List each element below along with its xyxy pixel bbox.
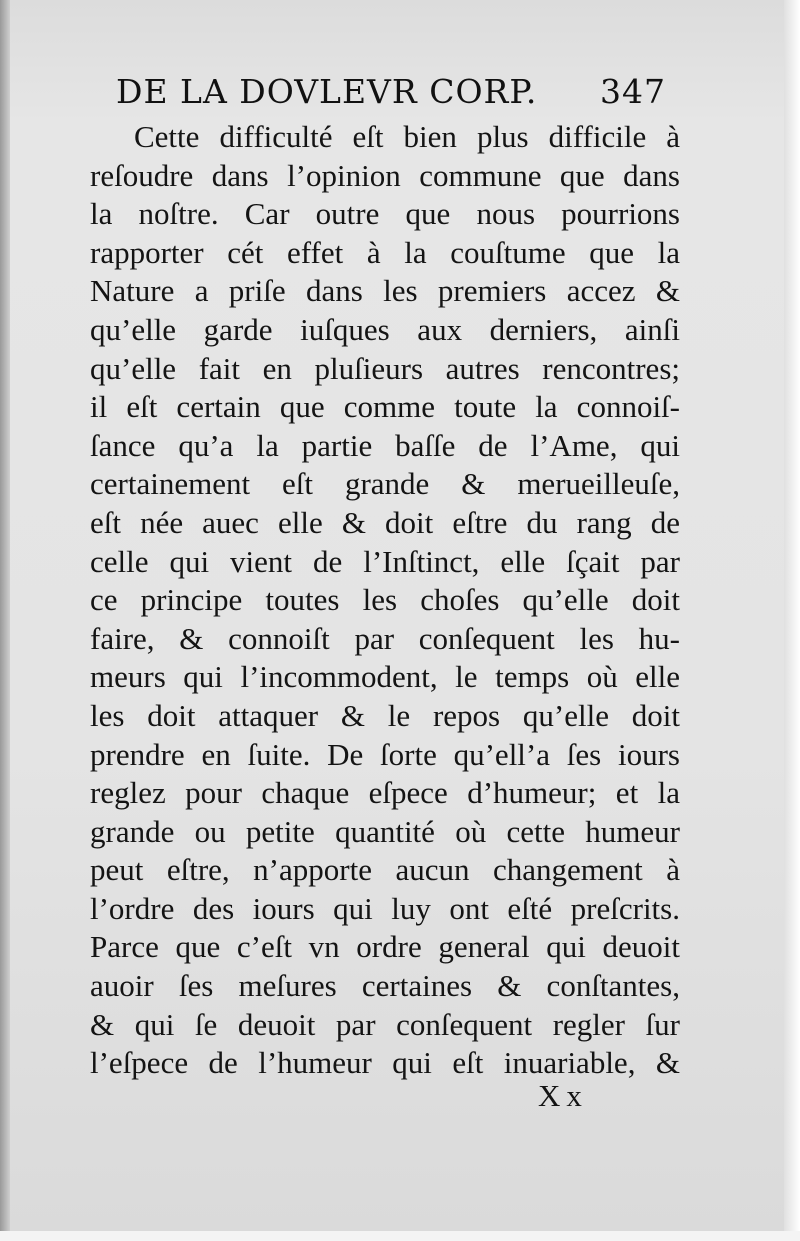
text-line: auoir ſes meſures certaines & conſtantes, xyxy=(90,968,680,1004)
text-line: certainement eſt grande & merueilleuſe, xyxy=(90,466,680,502)
catchword: Xx xyxy=(538,1078,588,1113)
body-text xyxy=(90,118,680,1083)
page-header xyxy=(116,72,696,118)
page-bottom-edge xyxy=(0,1231,800,1241)
text-line: Parce que c’eſt vn ordre general qui deuoit xyxy=(90,929,680,965)
text-line: ce principe toutes les choſes qu’elle doit xyxy=(90,582,680,618)
text-line: il eſt certain que comme toute la connoiſ- xyxy=(90,389,680,425)
text-line: la noſtre. Car outre que nous pourrions xyxy=(90,196,680,232)
page-right-edge xyxy=(784,0,800,1241)
text-line: l’eſpece de l’humeur qui eſt inuariable, & xyxy=(90,1045,680,1081)
text-line: rapporter cét effet à la couſtume que la xyxy=(90,234,680,270)
text-line: celle qui vient de l’Inſtinct, elle ſçait par xyxy=(90,543,680,579)
page-left-edge xyxy=(0,0,10,1241)
page-number: 347 xyxy=(600,72,666,111)
text-line: l’ordre des iours qui luy ont eſté preſcrits. xyxy=(90,890,680,926)
text-line: grande ou petite quantité où cette humeur xyxy=(90,813,680,849)
text-line: peut eſtre, n’apporte aucun changement à xyxy=(90,852,680,888)
text-line: faire, & connoiſt par conſequent les hu- xyxy=(90,620,680,656)
text-line: prendre en ſuite. De ſorte qu’ell’a ſes iours xyxy=(90,736,680,772)
text-line: Cette difficulté eſt bien plus difficile à xyxy=(134,119,680,154)
text-line: Nature a priſe dans les premiers accez & xyxy=(90,273,680,309)
running-title: DE LA DOVLEVR CORP. xyxy=(116,72,538,111)
text-line: & qui ſe deuoit par conſequent regler ſur xyxy=(90,1006,680,1042)
text-line: reglez pour chaque eſpece d’humeur; et la xyxy=(90,775,680,811)
text-line: reſoudre dans l’opinion commune que dans xyxy=(90,157,680,193)
text-line: les doit attaquer & le repos qu’elle doit xyxy=(90,697,680,733)
text-line: meurs qui l’incommodent, le temps où elle xyxy=(90,659,680,695)
text-line: qu’elle fait en pluſieurs autres rencontres; xyxy=(90,350,680,386)
text-line: qu’elle garde iuſques aux derniers, ainſi xyxy=(90,311,680,347)
text-line: ſance qu’a la partie baſſe de l’Ame, qui xyxy=(90,427,680,463)
text-line: eſt née auec elle & doit eſtre du rang de xyxy=(90,504,680,540)
